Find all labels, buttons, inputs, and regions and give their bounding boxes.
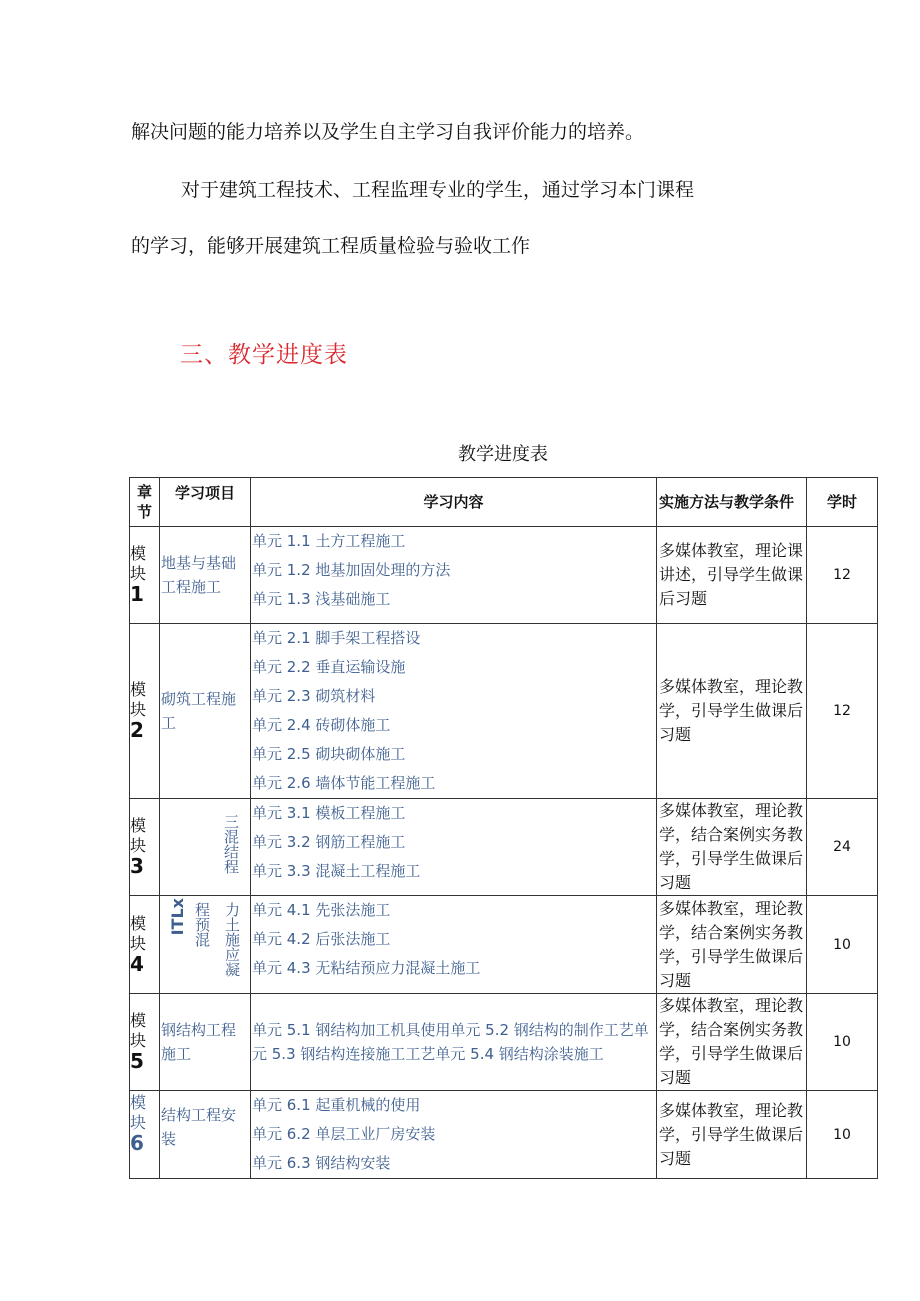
- paragraph-1: 解决问题的能力培养以及学生自主学习自我评价能力的培养。: [131, 121, 645, 143]
- project-vertical-text: 三混结程: [222, 813, 240, 874]
- table-header-row: [130, 478, 878, 527]
- unit-item: 单元 6.3 钢结构安装: [252, 1154, 391, 1172]
- unit-item: 单元 3.2 钢筋工程施工: [252, 833, 406, 851]
- header-content: 学习内容: [251, 478, 657, 527]
- method-cell: 多媒体教室，理论课讲述，引导学生做课后习题: [657, 527, 807, 624]
- chapter-cell: [130, 896, 160, 994]
- chapter-number: 4: [130, 951, 144, 976]
- header-hours: 学时: [807, 478, 878, 527]
- chapter-label: 模块: [130, 544, 147, 583]
- method-cell: 多媒体教室，理论教学，引导学生做课后习题: [657, 624, 807, 799]
- hours-cell: 10: [807, 994, 878, 1091]
- method-cell: 多媒体教室，理论教学，引导学生做课后习题: [657, 1091, 807, 1179]
- content-cell: [251, 896, 657, 994]
- header-method: 实施方法与教学条件: [657, 478, 807, 527]
- chapter-cell: [130, 799, 160, 896]
- table-caption: 教学进度表: [458, 444, 548, 465]
- schedule-table: [129, 477, 878, 1179]
- method-cell: 多媒体教室，理论教学，结合案例实务教学，引导学生做课后习题: [657, 896, 807, 994]
- unit-item: 单元 6.1 起重机械的使用: [252, 1096, 421, 1114]
- header-project: 学习项目: [160, 478, 251, 527]
- unit-item: 单元 2.6 墙体节能工程施工: [252, 774, 436, 792]
- table-row: [130, 799, 878, 896]
- chapter-number: 5: [130, 1049, 144, 1073]
- chapter-label: 模块: [130, 1011, 147, 1050]
- hours-cell: 24: [807, 799, 878, 896]
- unit-item: 单元 1.2 地基加固处理的方法: [252, 561, 451, 579]
- table-row: [130, 624, 878, 799]
- unit-item: 单元 3.3 混凝土工程施工: [252, 862, 421, 880]
- section-heading: 三、教学进度表: [180, 342, 348, 368]
- paragraph-3: 的学习，能够开展建筑工程质量检验与验收工作: [131, 235, 531, 257]
- chapter-number: 6: [130, 1131, 144, 1155]
- project-cell: [160, 896, 251, 994]
- unit-item: 单元 4.2 后张法施工: [252, 930, 391, 948]
- chapter-cell: [130, 994, 160, 1091]
- chapter-number: 1: [130, 582, 144, 606]
- project-garbled-text: ITLx: [168, 898, 187, 936]
- content-cell: [251, 624, 657, 799]
- chapter-label: 模块: [130, 913, 147, 953]
- paragraph-2: 对于建筑工程技术、工程监理专业的学生，通过学习本门课程: [181, 179, 695, 201]
- table-row: [130, 1091, 878, 1179]
- unit-item: 单元 2.3 砌筑材料: [252, 687, 376, 705]
- chapter-label: 模块: [130, 680, 147, 719]
- unit-item: 单元 2.1 脚手架工程搭设: [252, 629, 421, 647]
- chapter-cell: [130, 624, 160, 799]
- unit-item: 单元 2.5 砌块砌体施工: [252, 745, 406, 763]
- unit-item: 单元 4.1 先张法施工: [252, 901, 391, 919]
- hours-cell: 12: [807, 527, 878, 624]
- project-cell: [160, 799, 251, 896]
- chapter-label: 模块: [130, 816, 147, 855]
- unit-item: 单元 1.3 浅基础施工: [252, 590, 391, 608]
- table-row: [130, 896, 878, 994]
- hours-cell: 12: [807, 624, 878, 799]
- content-cell: 单元 5.1 钢结构加工机具使用单元 5.2 钢结构的制作工艺单元 5.3 钢结构连接施工工艺单元 5.4 钢结构涂装施工: [251, 994, 657, 1091]
- content-cell: [251, 527, 657, 624]
- chapter-number: 3: [130, 854, 144, 878]
- project-cell: 地基与基础工程施工: [160, 527, 251, 624]
- hours-cell: 10: [807, 1091, 878, 1179]
- chapter-label: 模块: [130, 1093, 147, 1132]
- unit-item: 单元 2.4 砖砌体施工: [252, 716, 391, 734]
- project-cell: 结构工程安装: [160, 1091, 251, 1179]
- chapter-cell: [130, 1091, 160, 1179]
- content-cell: [251, 799, 657, 896]
- project-cell: 砌筑工程施工: [160, 624, 251, 799]
- unit-item: 单元 3.1 模板工程施工: [252, 804, 406, 822]
- unit-item: 单元 1.1 土方工程施工: [252, 532, 406, 550]
- unit-item: 单元 6.2 单层工业厂房安装: [252, 1125, 436, 1143]
- project-vertical-a: 程预混: [193, 902, 211, 947]
- project-vertical-b: 力土施应凝: [223, 902, 241, 977]
- unit-item: 单元 4.3 无粘结预应力混凝土施工: [252, 959, 481, 977]
- content-cell: [251, 1091, 657, 1179]
- method-cell: 多媒体教室，理论教学，结合案例实务教学，引导学生做课后习题: [657, 994, 807, 1091]
- hours-cell: 10: [807, 896, 878, 994]
- header-chapter: 章节: [130, 478, 160, 527]
- table-row: [130, 994, 878, 1091]
- chapter-number: 2: [130, 718, 144, 742]
- project-cell: 钢结构工程施工: [160, 994, 251, 1091]
- unit-item: 单元 2.2 垂直运输设施: [252, 658, 406, 676]
- table-row: [130, 527, 878, 624]
- method-cell: 多媒体教室，理论教学，结合案例实务教学，引导学生做课后习题: [657, 799, 807, 896]
- chapter-cell: [130, 527, 160, 624]
